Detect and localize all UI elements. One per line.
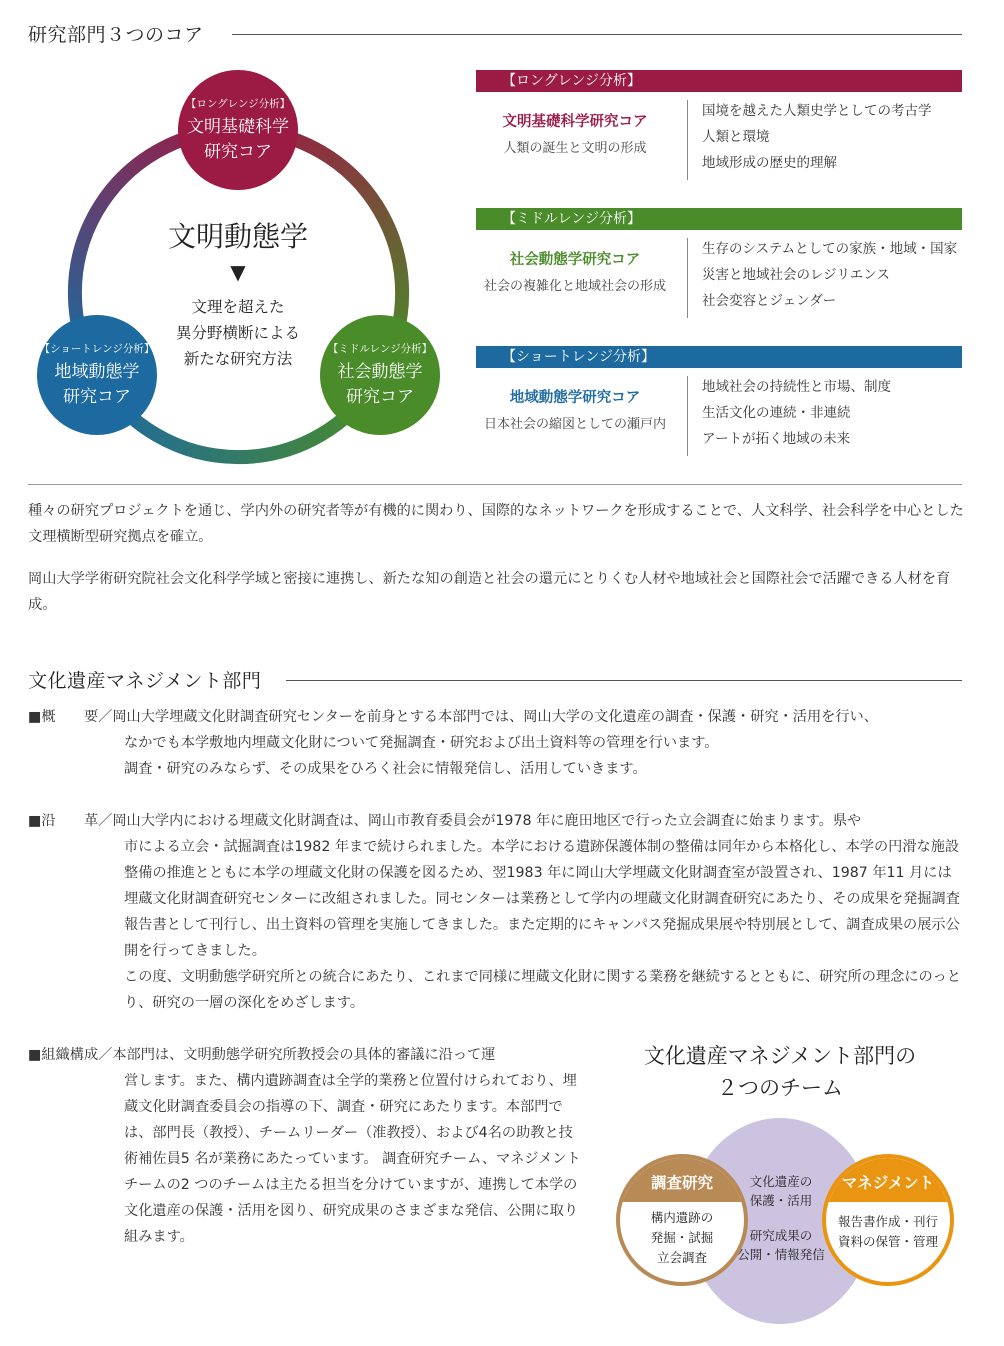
teams-title-line: 文化遺産マネジメント部門の [643, 1044, 917, 1068]
panel-core [476, 248, 674, 294]
history-body: 市による立会・試掘調査は1982 年まで続けられました。本学における遺跡保護体制の整備は同年から本格化し、本学の円滑な施設整備の推進とともに本学の埋蔵文化財の保護を図るため、翌1983 年に岡山大学埋蔵文化財調査室が設置され、1987 年11 月には埋蔵文化財調査研究センターに改組されました。同センターは業務として学内の埋蔵文化財調査研究にあたり、その成果を発掘調査報告書として刊行し、出土資料の管理を実施してきました。また定期的にキャンパス発掘成果展や特別展として、調査成果の展示公開を行ってきました。 この度、文明動態学研究所との統合にあたり、これまで同様に埋蔵文化財に関する業務を継続するとともに、研究所の理念にのっとり、研究の一層の深化をめざします。 [124, 839, 961, 1011]
panel-short [476, 346, 962, 466]
panel-topic: 災害と地域社会のレジリエンス [702, 267, 890, 283]
organization-heading [28, 1042, 495, 1068]
core-circle-tag: 【ロングレンジ分析】 [185, 97, 291, 110]
core-center-title: 文明動態学 [167, 220, 308, 253]
panel-core-title: 社会動態学研究コア [509, 252, 641, 268]
paragraph: 岡山大学学術研究院社会文化科学学域と密接に連携し、新たな知の創造と社会の還元にとりくむ人材や地域社会と国際社会で活躍できる人材を育成。 [28, 571, 951, 613]
core-circle-name: 研究コア [346, 386, 414, 407]
team-management-duty: 資料の保管・管理 [837, 1234, 938, 1249]
core-center [138, 218, 338, 372]
panel-core-title: 地域動態学研究コア [509, 390, 641, 406]
core-circle-name: 研究コア [63, 386, 131, 407]
core-center-line: 文理を超えた [191, 298, 285, 316]
organization-label: ■組織構成／ [28, 1047, 113, 1063]
overview-heading [28, 704, 878, 730]
organization-item [28, 1042, 588, 1252]
panel-core-subtitle: 社会の複雑化と地域社会の形成 [483, 279, 666, 294]
panel-core-subtitle: 日本社会の縮図としての瀬戸内 [483, 417, 666, 432]
panel-topic: アートが拓く地域の未来 [702, 431, 851, 447]
panel-divider [687, 100, 688, 180]
down-arrow-icon: ▼ [230, 260, 246, 284]
panel-topics [702, 98, 932, 176]
section2-rule [286, 680, 962, 681]
core-circle-tag: 【ミドルレンジ分析】 [327, 342, 433, 355]
overview-body: なかでも本学敷地内埋蔵文化財について発掘調査・研究および出土資料等の管理を行います。 調査・研究のみならず、その成果をひろく社会に情報発信し、活用していきます。 [124, 735, 719, 777]
panel-core-title: 文明基礎科学研究コア [502, 114, 648, 130]
panel-topics [702, 374, 891, 452]
overview-item [28, 704, 968, 784]
panel-bar: 【ミドルレンジ分析】 [476, 208, 962, 230]
panel-bar: 【ロングレンジ分析】 [476, 70, 962, 92]
paragraph: 種々の研究プロジェクトを通じ、学内外の研究者等が有機的に関わり、国際的なネットワークを形成することで、人文科学、社会科学を中心とした文理横断型研究拠点を確立。 [28, 503, 964, 545]
team-research-duty: 立会調査 [656, 1250, 707, 1265]
panel-core [476, 386, 674, 432]
team-research-duty: 発掘・試掘 [650, 1230, 714, 1245]
history-heading [28, 808, 861, 834]
teams-title [600, 1040, 960, 1104]
history-first-line: 岡山大学内における埋蔵文化財調査は、岡山市教育委員会が1978 年に鹿田地区で行った立会調査に始まります。県や [112, 813, 862, 829]
panel-core-subtitle: 人類の誕生と文明の形成 [503, 141, 647, 156]
team-management-duties [826, 1212, 950, 1252]
panel-core [476, 110, 674, 156]
organization-first-line: 本部門は、文明動態学研究所教授会の具体的審議に沿って運 [112, 1047, 496, 1063]
core-circle-name: 研究コア [204, 141, 272, 162]
overview-first-line: 岡山大学埋蔵文化財調査研究センターを前身とする本部門では、岡山大学の文化遺産の調査・保護・研究・活用を行い、 [112, 709, 878, 725]
panel-divider [687, 376, 688, 456]
panel-bar: 【ショートレンジ分析】 [476, 346, 962, 368]
core-center-line: 異分野横断による [175, 324, 300, 342]
section1-bottom-rule [28, 484, 962, 485]
panel-topics [702, 236, 957, 314]
panel-topic: 国境を越えた人類史学としての考古学 [702, 103, 932, 119]
team-research-duty: 構内遺跡の [650, 1210, 714, 1225]
teams-shared-line: 研究成果の [749, 1228, 813, 1243]
core-circle-middle [320, 315, 440, 435]
panel-topic: 社会変容とジェンダー [702, 293, 837, 309]
team-research-duties [620, 1208, 744, 1268]
history-label: ■沿 革／ [28, 813, 113, 829]
teams-shared-top [738, 1172, 824, 1210]
teams-shared-line: 保護・活用 [749, 1193, 813, 1208]
team-research-name: 調査研究 [620, 1158, 744, 1202]
history-item [28, 808, 968, 1018]
panel-topic: 生存のシステムとしての家族・地域・国家 [702, 241, 958, 257]
panel-divider [687, 238, 688, 318]
core-circle-name: 社会動態学 [337, 361, 423, 382]
core-circle-long [178, 70, 298, 190]
core-circle-short [37, 315, 157, 435]
panel-topic: 地域社会の持続性と市場、制度 [702, 379, 891, 395]
teams-shared-line: 公開・情報発信 [737, 1247, 825, 1262]
teams-shared-bottom [734, 1226, 828, 1264]
panel-middle [476, 208, 962, 328]
teams-title-line: ２つのチーム [717, 1076, 843, 1100]
core-circle-name: 地域動態学 [54, 361, 140, 382]
organization-body: 営します。また、構内遺跡調査は全学的業務と位置付けられており、埋蔵文化財調査委員会の指導の下、調査・研究にあたります。本部門では、部門長（教授）、チームリーダー（准教授）、および4名の助教と技術補佐員5 名が業務にあたっています。 調査研究チーム、マネジメントチームの2 つのチームは主たる担当を分けていますが、連携して本学の文化遺産の保護・活用を図り、研究成果のさまざまな発信、公開に取り組みます。 [124, 1073, 581, 1245]
panel-long [476, 70, 962, 190]
teams-shared-line: 文化遺産の [749, 1174, 813, 1189]
section1-title: 研究部門３つのコア [28, 24, 204, 46]
overview-label: ■概 要／ [28, 709, 113, 725]
section2-title: 文化遺産マネジメント部門 [28, 670, 262, 692]
core-center-line: 新たな研究方法 [183, 350, 293, 368]
panel-topic: 生活文化の連続・非連続 [702, 405, 851, 421]
team-management-name: マネジメント [826, 1158, 950, 1202]
panel-topic: 人類と環境 [702, 129, 770, 145]
core-circle-name: 文明基礎科学 [187, 116, 289, 137]
team-management [822, 1154, 954, 1286]
team-research [616, 1154, 748, 1286]
core-circle-tag: 【ショートレンジ分析】 [39, 342, 155, 355]
panel-topic: 地域形成の歴史的理解 [702, 155, 837, 171]
team-management-duty: 報告書作成・刊行 [837, 1214, 938, 1229]
